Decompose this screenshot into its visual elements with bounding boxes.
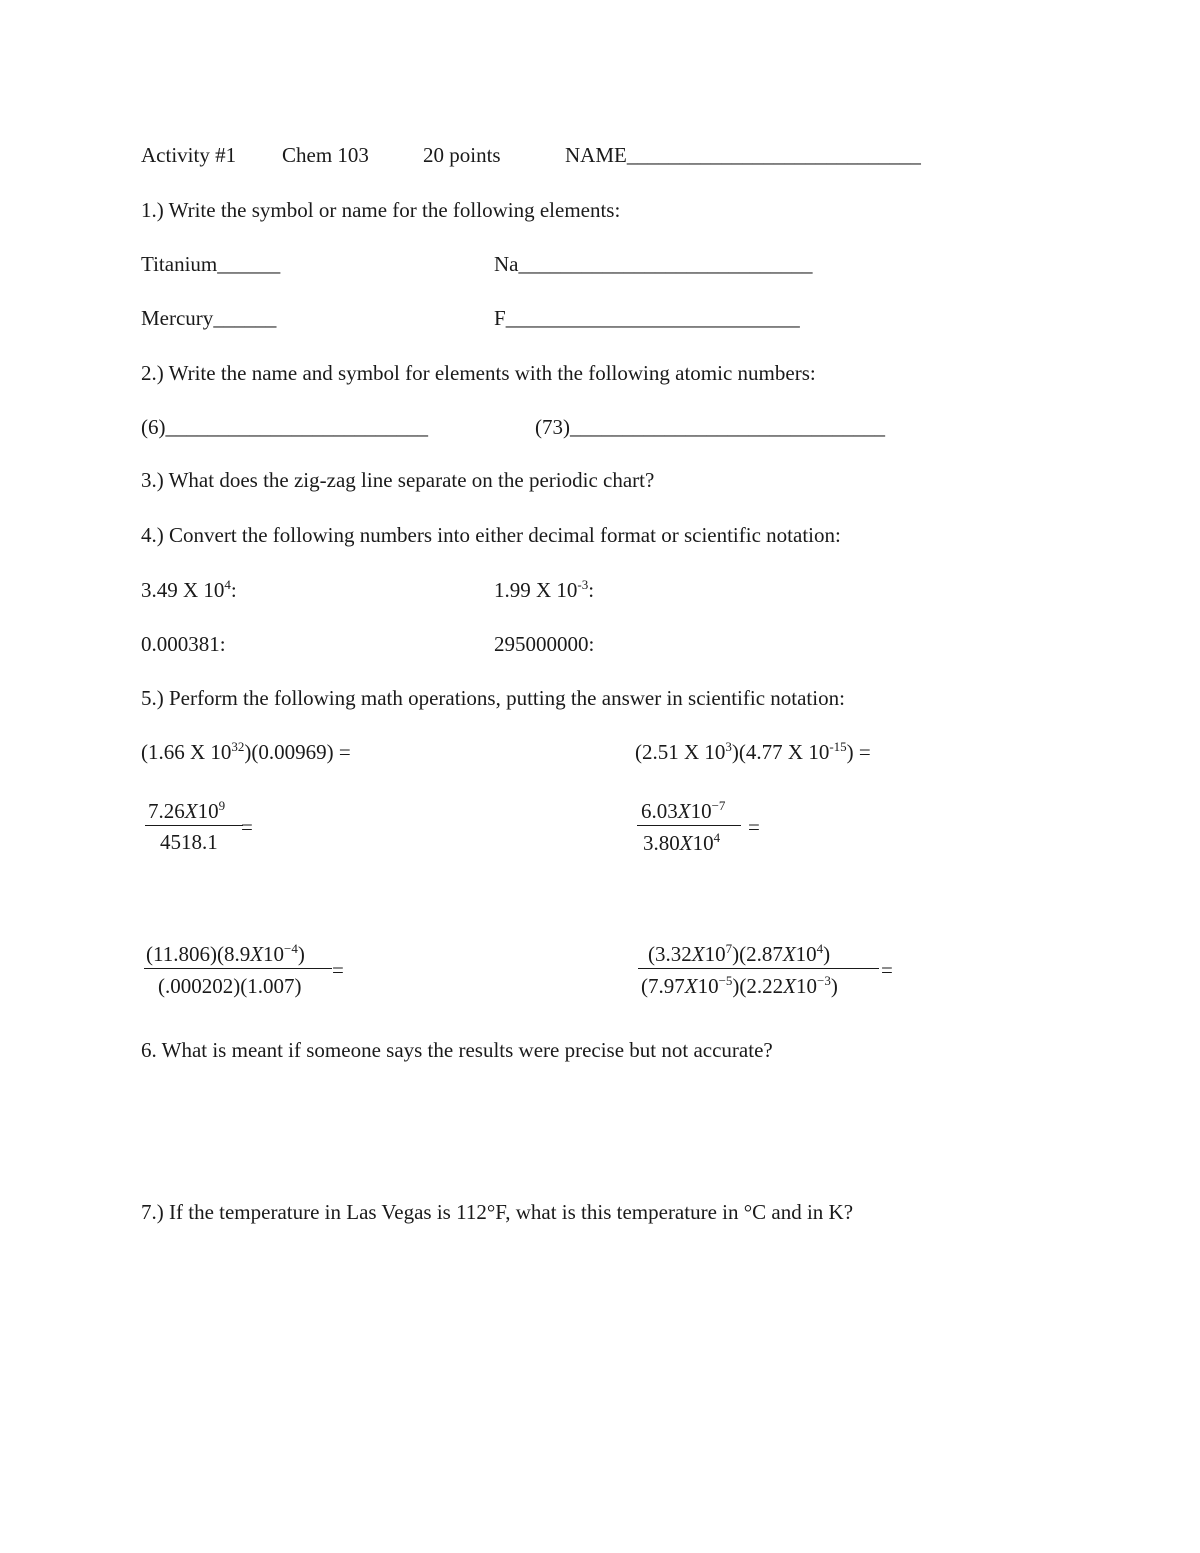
q5-fraction-2-numerator: $6.03X10^{-7}$ [641,798,726,823]
points-label: 20 points [423,143,501,167]
q1-titanium-label: Titanium [141,252,218,276]
q1-mercury-label: Mercury [141,306,214,330]
q5-fraction-1-denominator: 4518.1 [160,830,218,854]
q4-prompt: 4.) Convert the following numbers into either decimal format or scientific notation: [141,523,841,547]
q1-na-field[interactable] [494,254,813,275]
q1-na-label: Na [494,252,519,276]
q2-item-6-label: (6) [141,415,166,439]
q5-fraction-3-numerator: $(11.806)(8.9X10^{-4})$ [146,941,305,966]
q2-item-73-blank: ______________________________ [570,415,885,439]
q4-item-b-exponent: -3 [577,577,589,592]
q1-titanium-blank: ______ [217,252,281,276]
q1-prompt: 1.) Write the symbol or name for the following elements: [141,198,621,222]
q1-mercury-blank: ______ [213,306,277,330]
q1-f-blank: ____________________________ [505,306,800,330]
q7-prompt: 7.) If the temperature in Las Vegas is 112°F, what is this temperature in °C and in K? [141,1200,854,1224]
q5-problem-1: (1.66 X $10^{32})(0.00969)$ = [141,739,351,764]
name-label: NAME [565,143,627,167]
q5-fraction-3-bar [144,968,332,969]
q2-item-73-field[interactable] [535,417,885,438]
q5-fraction-4-equals: = [881,958,893,982]
activity-label: Activity #1 [141,143,237,167]
q1-f-label: F [494,306,506,330]
course-label: Chem 103 [282,143,369,167]
q3-prompt: 3.) What does the zig-zag line separate on the periodic chart? [141,468,655,492]
q1-mercury-field[interactable] [141,308,276,329]
q4-item-b: 1.99 X $10^{-3}$: [494,577,595,602]
q5-fraction-4-numerator: $(3.32X10^7)(2.87X10^4)$ [648,941,831,966]
q5-fraction-4-bar [638,968,879,969]
q5-fraction-2-equals: = [748,815,760,839]
q2-item-6-blank: _________________________ [165,415,428,439]
q5-fraction-4 [638,938,908,1003]
q5-fraction-3-equals: = [332,958,344,982]
q5-fraction-2-bar [637,825,741,826]
q6-prompt: 6. What is meant if someone says the results were precise but not accurate? [141,1038,773,1062]
q5-fraction-2-denominator: $3.80X10^4$ [643,830,721,855]
q5-fraction-1-numerator: $7.26X10^9$ [148,798,226,823]
q5-problem-2: (2.51 X $10^3)(4.77$ X $10^{-15}$) = [635,739,871,764]
q2-item-6-field[interactable] [141,417,428,438]
name-blank: ____________________________ [626,143,921,167]
q4-item-a-exponent: 4 [224,577,231,592]
q5-fraction-1-equals: = [241,815,253,839]
q1-titanium-field[interactable] [141,254,280,275]
name-field[interactable] [565,145,921,166]
q5-fraction-1 [145,795,265,855]
q4-item-a: 3.49 X $10^4$: [141,577,237,602]
q1-f-field[interactable] [494,308,800,329]
q5-fraction-3-denominator: (.000202)(1.007) [158,974,302,998]
q5-prompt: 5.) Perform the following math operations, putting the answer in scientific notation: [141,686,845,710]
q4-item-d: 295000000: [494,632,595,656]
q5-fraction-1-bar [145,825,243,826]
q5-fraction-2 [637,795,777,860]
q5-fraction-3 [144,938,364,1003]
q5-fraction-4-denominator: $(7.97X10^{-5})(2.22X10^{-3})$ [641,973,838,998]
q4-item-c: 0.000381: [141,632,226,656]
q2-prompt: 2.) Write the name and symbol for elements with the following atomic numbers: [141,361,816,385]
q2-item-73-label: (73) [535,415,570,439]
q1-na-blank: ____________________________ [518,252,813,276]
